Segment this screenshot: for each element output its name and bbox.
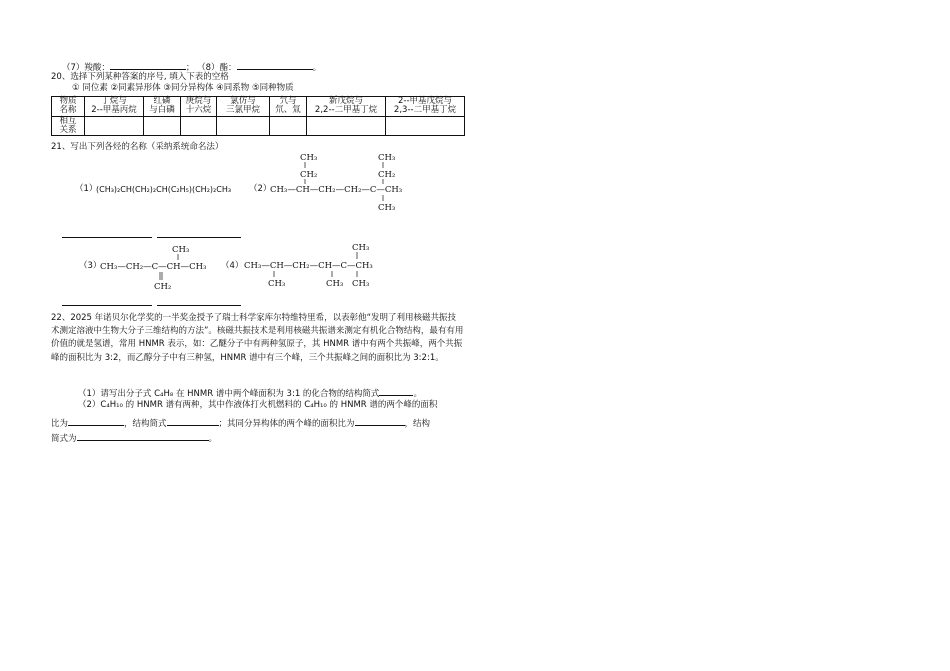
answer-cell[interactable] xyxy=(307,116,386,136)
q22-sub1-end: 。 xyxy=(413,389,422,399)
q22-isomer-ratio-blank[interactable] xyxy=(355,416,405,426)
table-header-cell: 丁烷与 2--甲基丙烷 xyxy=(85,97,144,117)
q21-p2-label: （2） xyxy=(249,184,272,194)
structure-4 xyxy=(242,238,402,293)
q21-p4-label: （4） xyxy=(221,261,244,271)
table-header-cell: 红磷 与白磷 xyxy=(144,97,181,117)
q22-structure2-label: ，结构 xyxy=(404,419,431,429)
answer-cell[interactable] xyxy=(144,116,181,136)
q20-options: ① 同位素 ②同素异形体 ③同分异构体 ④同系物 ⑤同种物质 xyxy=(72,83,294,93)
table-header-cell: 物质 名称 xyxy=(52,97,85,117)
q21-blank-3[interactable] xyxy=(62,296,152,306)
s2-ch3-top: CH₃ xyxy=(300,153,318,163)
q21-blank-2[interactable] xyxy=(157,228,241,238)
s2-ch2-top: CH₂ xyxy=(300,170,318,180)
q22-structure-label: ，结构简式 xyxy=(124,419,167,429)
table-row-label: 相互 关系 xyxy=(52,116,85,136)
q7-label: （7）羧酸： xyxy=(62,63,110,73)
s4-ch3-b2: CH₃ xyxy=(326,279,344,289)
answer-cell[interactable] xyxy=(386,116,465,136)
q7-sep: ； xyxy=(185,63,195,73)
q21-p1-label: （1） xyxy=(75,184,98,194)
q22-isomer-ratio-label: ；其同分异构体的两个峰的面积比为 xyxy=(218,419,355,429)
q22-sub1-blank[interactable] xyxy=(379,386,413,396)
q22-structure2-blank[interactable] xyxy=(77,431,209,441)
q8-end: 。 xyxy=(312,63,322,73)
q8-label: （8）酯： xyxy=(197,63,237,73)
s2-ch3-bottom: CH₃ xyxy=(378,203,396,213)
q21-blank-4[interactable] xyxy=(157,296,241,306)
q22-structure-blank[interactable] xyxy=(167,416,219,426)
table-header-cell: 2--甲基戊烷与 2,3--二甲基丁烷 xyxy=(386,97,465,117)
q22-paragraph: 22、2025 年诺贝尔化学奖的一半奖金授予了瑞士科学家库尔特维特里希，以表彰他“发明了利用核磁共振技术测定溶液中生物大分子三维结构的方法”。核磁共振技术是利用核磁共振谱来测定有机化合物结构，最有有用价值的就是氢谱，常用 HNMR 表示，如：乙醚分子中有两种氢原子，其 HNMR 谱中有两个共振峰，两个共振峰的面积比为 3:2，而乙醇分子中有三种氢，HNMR 谱中有三个峰，三个共振峰之间的面积比为 3:2:1。 xyxy=(51,313,464,363)
q22-sub2-end: 。 xyxy=(208,434,218,444)
s4-ch3-b1: CH₃ xyxy=(268,279,286,289)
q21-blank-1[interactable] xyxy=(62,228,152,238)
table-header-cell: 氯仿与 三氯甲烷 xyxy=(217,97,270,117)
q22-sub1-text: （1）请写出分子式 C₄H₈ 在 HNMR 谱中两个峰面积为 3:1 的化合物的结构简式 xyxy=(78,389,380,399)
q21-title: 21、写出下列各烃的名称（采纳系统命名法） xyxy=(51,142,224,152)
q20-answer-table xyxy=(51,96,465,136)
structure-3 xyxy=(98,242,238,292)
table-header-cell: 庚烷与 十六烷 xyxy=(181,97,217,117)
s2-ch3-right-top: CH₃ xyxy=(378,153,396,163)
answer-cell[interactable] xyxy=(217,116,270,136)
answer-cell[interactable] xyxy=(270,116,307,136)
q22-ratio-label: 比为 xyxy=(51,419,69,429)
q22-sub2-line1: （2）C₄H₁₀ 的 HNMR 谱有两种，其中作液体打火机燃料的 C₄H₁₀ 的 HNMR 谱的两个峰的面积 xyxy=(78,400,438,410)
q22-sub2-line3 xyxy=(51,431,217,445)
answer-cell[interactable] xyxy=(85,116,144,136)
q22-structure2-label-cont: 简式为 xyxy=(51,434,77,444)
q22-ratio-blank[interactable] xyxy=(68,416,124,426)
s4-main-chain: CH₃—CH—CH₂—CH—C—CH₃ xyxy=(244,261,373,271)
s3-ch3-top: CH₃ xyxy=(172,245,190,255)
s2-main-chain: CH₃—CH—CH₂—CH₂—C—CH₃ xyxy=(270,185,403,195)
q22-sub1 xyxy=(78,386,422,400)
answer-cell[interactable] xyxy=(181,116,217,136)
q7-blank[interactable] xyxy=(110,60,186,70)
s3-ch2-bottom: CH₂ xyxy=(154,282,172,292)
q8-blank[interactable] xyxy=(237,60,313,70)
q21-p3-label: （3） xyxy=(79,261,102,271)
s3-main-chain: CH₃—CH₂—C—CH—CH₃ xyxy=(100,262,207,272)
table-header-cell: 氕与 氘、氚 xyxy=(270,97,307,117)
q21-p1-formula: (CH₃)₂CH(CH₂)₂CH(C₂H₅)(CH₂)₂CH₃ xyxy=(96,185,232,194)
table-header-cell: 新戊烷与 2,2--二甲基丁烷 xyxy=(307,97,386,117)
q20-title: 20、选择下列某种答案的序号, 填入下表的空格 xyxy=(51,72,229,82)
s2-ch2-right: CH₂ xyxy=(378,170,396,180)
s4-ch3-b3: CH₃ xyxy=(352,279,370,289)
s4-ch3-top: CH₃ xyxy=(352,243,370,253)
structure-2 xyxy=(268,148,428,218)
q22-sub2-line2 xyxy=(51,416,430,430)
